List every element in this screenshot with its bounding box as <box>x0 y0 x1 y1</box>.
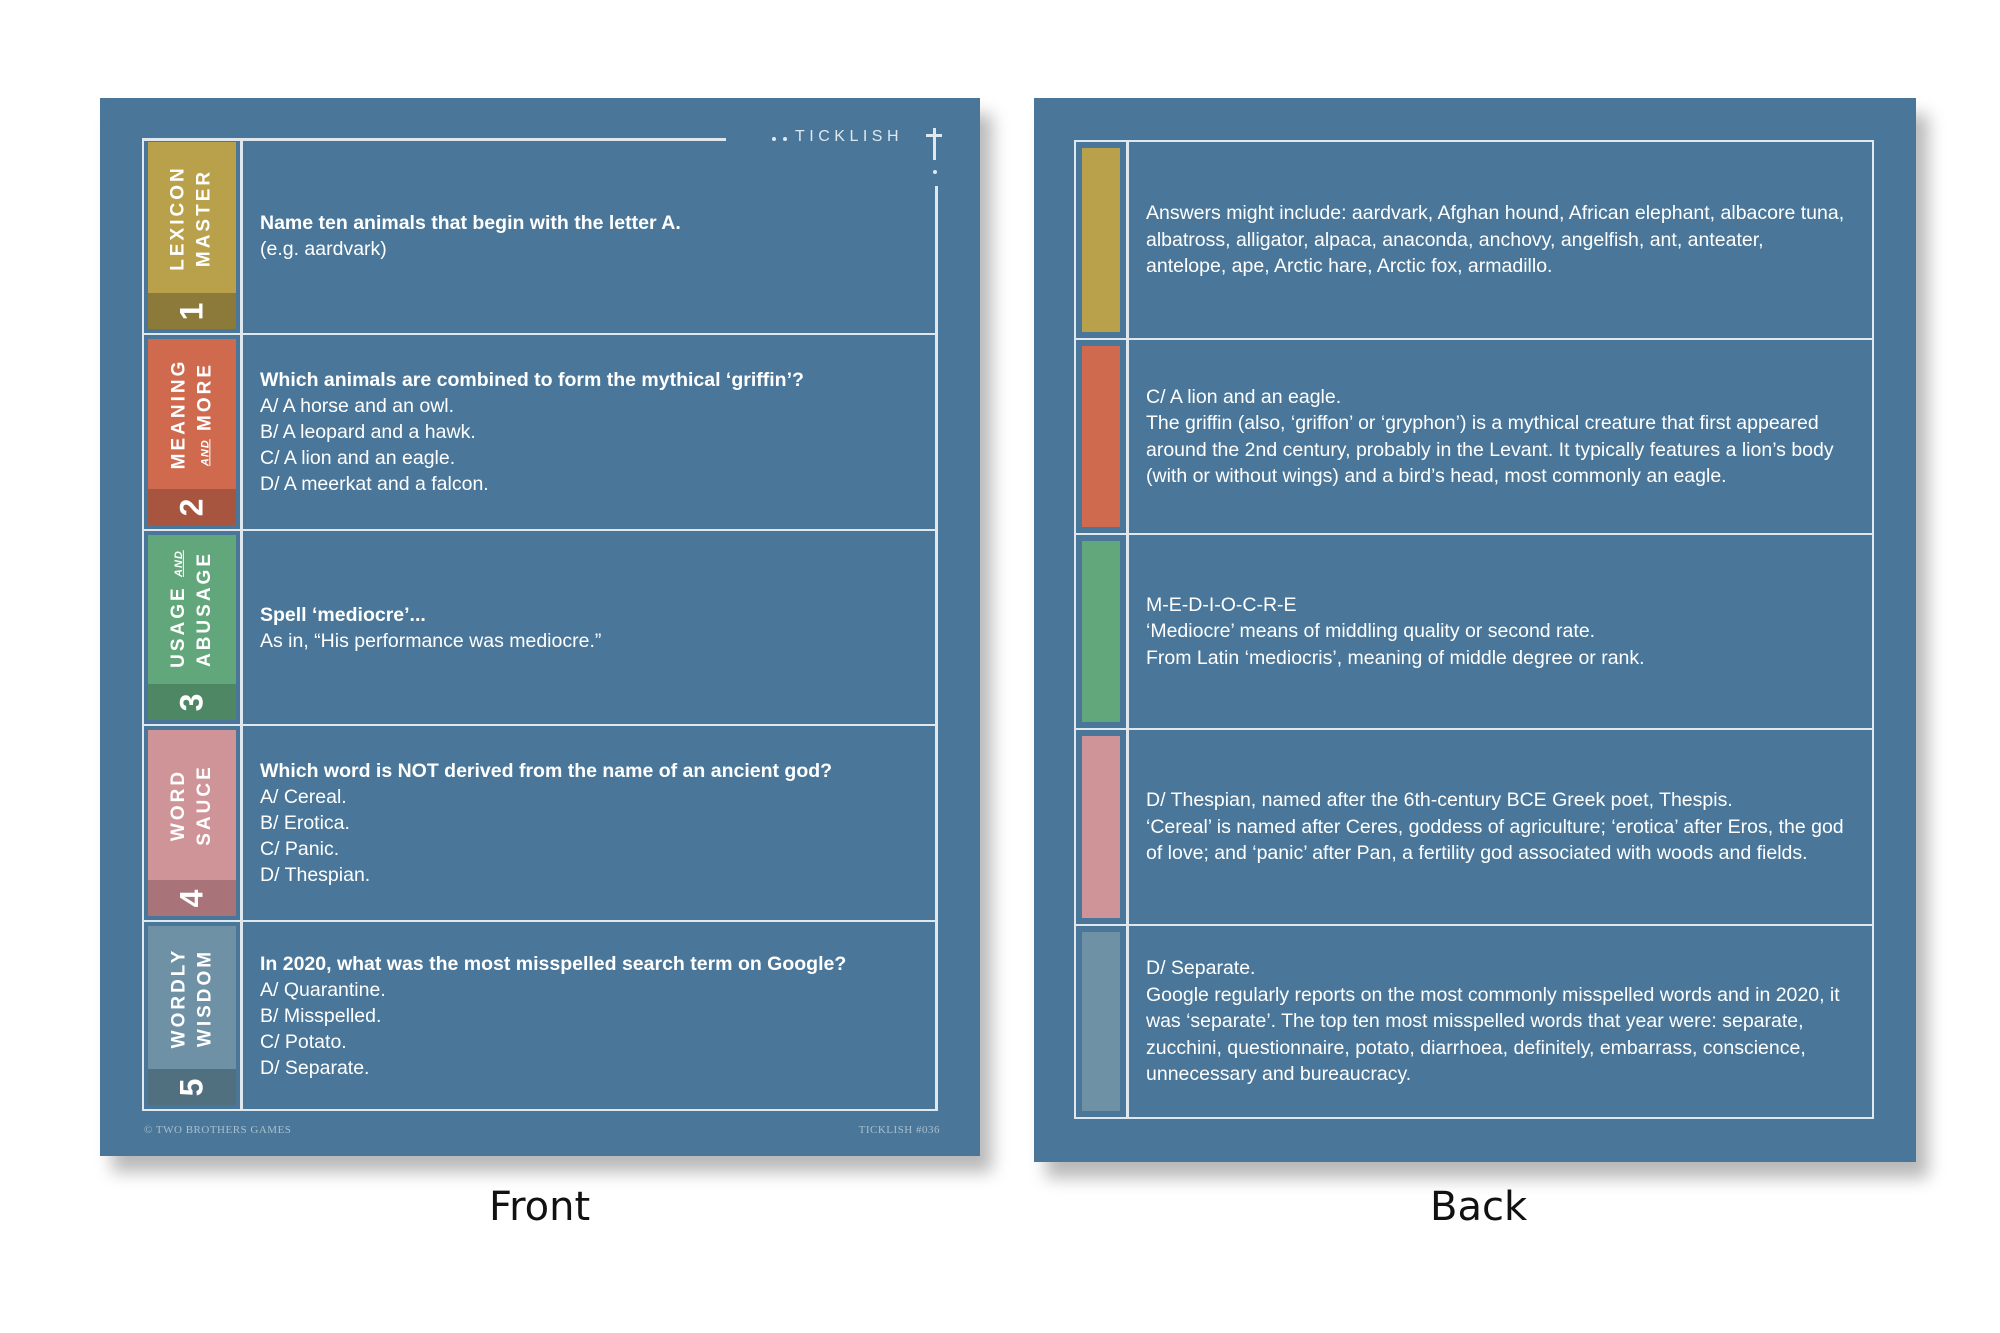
answer-option: D/ Separate. <box>260 1056 370 1079</box>
answer-row <box>1076 533 1872 728</box>
question-row <box>144 920 938 1109</box>
category-swatch-wordly <box>1082 932 1120 1111</box>
question-row <box>144 138 938 333</box>
category-tab-word-sauce <box>148 730 236 916</box>
answer-line: The griffin (also, ‘griffon’ or ‘gryphon’) is a mythical creature that first appeared around the 2nd century, probably in the Levant. It typically features a lion’s body (with or without wings) and a bird’s head, most commonly an eagle. <box>1146 412 1834 487</box>
question-row <box>144 333 938 529</box>
question-title: Spell ‘mediocre’... <box>260 603 426 626</box>
front-card <box>100 98 980 1156</box>
answer-text <box>1146 535 1848 728</box>
category-number: 5 <box>148 1069 236 1105</box>
answer-option: C/ Potato. <box>260 1030 347 1053</box>
category-tab-meaning-and-more <box>148 339 236 525</box>
question-text <box>260 726 918 920</box>
answer-option: C/ Panic. <box>260 838 340 860</box>
category-swatch-word <box>1082 736 1120 918</box>
question-title: Which word is NOT derived from the name of an ancient god? <box>260 760 833 782</box>
question-title: Which animals are combined to form the mythical ‘griffin’? <box>260 369 804 391</box>
category-label: MORE <box>194 361 216 431</box>
question-text <box>260 922 918 1109</box>
question-row <box>144 529 938 724</box>
answer-row <box>1076 728 1872 924</box>
answer-option: A/ Quarantine. <box>260 978 386 1001</box>
answer-option: D/ A meerkat and a falcon. <box>260 473 489 495</box>
answer-option: B/ Misspelled. <box>260 1004 382 1027</box>
category-label: WORDLY <box>168 947 190 1048</box>
copyright-footer: © TWO BROTHERS GAMES <box>144 1124 292 1136</box>
answer-line: Answers might include: aardvark, Afghan hound, African elephant, albacore tuna, albatross, alligator, alpaca, anaconda, anchovy, angelfish, ant, anteater, antelope, ape, Arctic hare, Arctic fox, armadillo. <box>1146 202 1845 278</box>
answer-row <box>1076 924 1872 1117</box>
brand-wordmark: TICKLISH <box>795 128 904 145</box>
answer-option: C/ A lion and an eagle. <box>260 447 456 469</box>
front-caption: Front <box>489 1184 591 1230</box>
category-label: WISDOM <box>194 948 216 1047</box>
category-number: 2 <box>148 489 236 525</box>
answer-row <box>1076 142 1872 338</box>
answer-option: D/ Thespian. <box>260 864 371 886</box>
answer-text <box>1146 730 1848 924</box>
back-card <box>1034 98 1916 1162</box>
question-title: In 2020, what was the most misspelled search term on Google? <box>260 952 847 975</box>
category-number: 4 <box>148 880 236 916</box>
category-label: WORD <box>167 768 189 842</box>
category-label: SAUCE <box>193 764 215 846</box>
answer-line: D/ Thespian, named after the 6th-century BCE Greek poet, Thespis. <box>1146 789 1733 812</box>
question-line: (e.g. aardvark) <box>260 237 387 260</box>
category-swatch-lexicon <box>1082 148 1120 332</box>
answer-line: C/ A lion and an eagle. <box>1146 385 1342 408</box>
category-number: 3 <box>148 684 236 720</box>
answer-line: M-E-D-I-O-C-R-E <box>1146 593 1297 616</box>
answer-option: A/ A horse and an owl. <box>260 395 455 417</box>
answer-line: ‘Mediocre’ means of middling quality or second rate. <box>1146 620 1596 643</box>
answer-option: A/ Cereal. <box>260 786 347 808</box>
question-line: As in, “His performance was mediocre.” <box>260 629 602 652</box>
answer-option: B/ A leopard and a hawk. <box>260 421 476 443</box>
category-tab-lexicon-master <box>148 142 236 329</box>
answer-row <box>1076 338 1872 533</box>
answer-line: From Latin ‘mediocris’, meaning of middle degree or rank. <box>1146 646 1645 669</box>
category-swatch-meaning <box>1082 346 1120 527</box>
question-text <box>260 335 918 529</box>
question-grid <box>142 138 938 1111</box>
back-caption: Back <box>1430 1184 1528 1230</box>
category-swatch-usage <box>1082 541 1120 722</box>
category-label: USAGE <box>168 585 190 669</box>
answer-text <box>1146 340 1848 533</box>
answer-grid <box>1074 140 1874 1119</box>
category-label-small: AND <box>173 550 185 578</box>
category-label: MEANING <box>168 358 189 470</box>
answer-line: ‘Cereal’ is named after Ceres, goddess of agriculture; ‘erotica’ after Eros, the god of love; and ‘panic’ after Pan, a fertility god associated with woods and fields. <box>1146 815 1844 865</box>
category-label: MASTER <box>194 168 216 267</box>
brand-t-mark-bar <box>926 134 942 137</box>
category-number: 1 <box>148 293 236 329</box>
question-text <box>260 531 918 724</box>
question-title: Name ten animals that begin with the letter A. <box>260 211 681 234</box>
answer-option: B/ Erotica. <box>260 812 350 834</box>
answer-text <box>1146 142 1848 338</box>
category-label: ABUSAGE <box>194 551 216 668</box>
question-text <box>260 138 918 333</box>
category-tab-wordly-wisdom <box>148 926 236 1105</box>
answer-line: Google regularly reports on the most commonly misspelled words and in 2020, it was ‘separate’. The top ten most misspelled words that year were: separate, zucchini, questionnaire, potato, diarrhoea, definitely, embarrass, conscience, unnecessary and bureaucracy. <box>1146 983 1840 1086</box>
card-code-footer: TICKLISH #036 <box>858 1124 940 1136</box>
category-label-small: AND <box>199 439 211 467</box>
answer-line: D/ Separate. <box>1146 957 1256 980</box>
category-label: LEXICON <box>168 164 190 271</box>
category-tab-usage-and-abusage <box>148 535 236 720</box>
question-row <box>144 724 938 920</box>
answer-text <box>1146 926 1848 1117</box>
